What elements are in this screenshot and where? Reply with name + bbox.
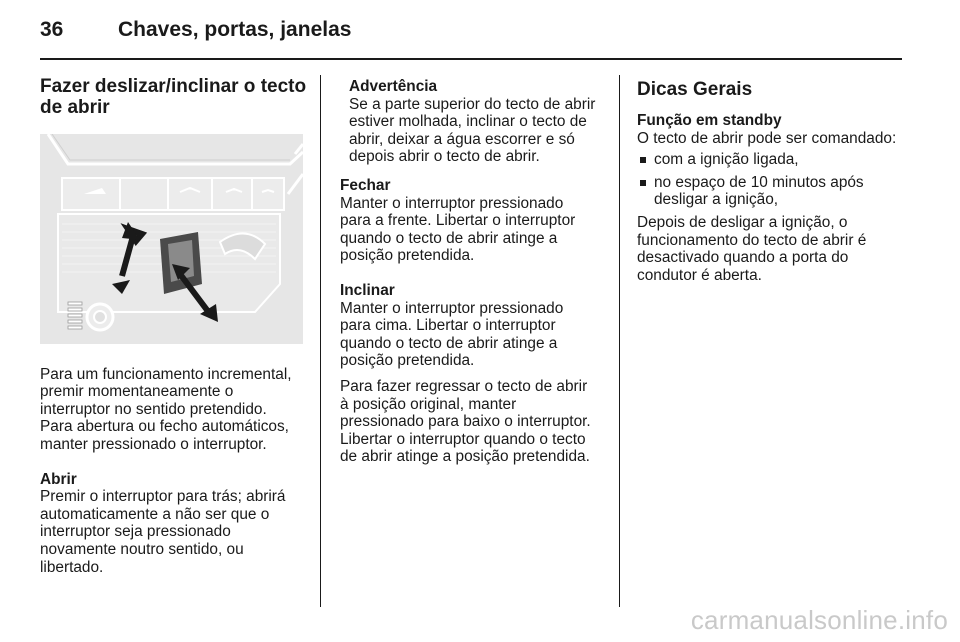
abrir-paragraph: Premir o interruptor para trás; abrirá automaticamente a não ser que o interruptor seja pressionado novamente noutro sentido, ou libertado.	[40, 488, 286, 576]
list-item: no espaço de 10 minutos após desligar a ignição,	[637, 174, 919, 209]
inclinar-paragraph: Manter o interruptor pressionado para cima. Libertar o interruptor quando o tecto de abrir atinge a posição pretendida.	[340, 299, 564, 370]
deactivation-paragraph: Depois de desligar a ignição, o funcionamento do tecto de abrir é desactivado quando a porta do condutor é aberta.	[637, 213, 867, 284]
warning-box	[340, 78, 612, 166]
header-rule	[40, 58, 902, 60]
column-2	[340, 78, 612, 466]
warning-heading: Advertência	[349, 78, 438, 95]
subheading-fechar: Fechar	[340, 176, 391, 194]
sunroof-switch-illustration-icon	[40, 134, 303, 344]
standby-bullet-list	[637, 151, 919, 209]
standby-intro: O tecto de abrir pode ser comandado:	[637, 129, 897, 147]
list-item: com a ignição ligada,	[637, 151, 919, 169]
column-1	[40, 76, 312, 576]
incremental-paragraph: Para um funcionamento incremental, premir momentaneamente o interruptor no sentido pretendido. Para abertura ou fecho automáticos, manter pressionado o interruptor.	[40, 365, 292, 453]
column-divider-1	[320, 75, 321, 607]
column-3	[637, 80, 919, 284]
column-divider-2	[619, 75, 620, 607]
regressar-paragraph: Para fazer regressar o tecto de abrir à posição original, manter pressionado para baixo o interruptor. Libertar o interruptor quando o tecto de abrir atinge a posição pretendida.	[340, 377, 591, 466]
section-heading-dicas-gerais: Dicas Gerais	[637, 79, 753, 100]
subheading-abrir: Abrir	[40, 470, 77, 488]
warning-paragraph: Se a parte superior do tecto de abrir estiver molhada, inclinar o tecto de abrir, deixar a água escorrer e só depois abrir o tecto de abrir.	[349, 95, 596, 166]
site-watermark: carmanualsonline.info	[690, 605, 948, 635]
subheading-inclinar: Inclinar	[340, 281, 395, 299]
page-title: Chaves, portas, janelas	[118, 18, 352, 41]
section-heading-slide-tilt: Fazer deslizar/inclinar o tecto de abrir	[40, 76, 307, 118]
subheading-standby: Função em standby	[637, 112, 782, 129]
page-number: 36	[40, 18, 64, 41]
fechar-paragraph: Manter o interruptor pressionado para a frente. Libertar o interruptor quando o tecto de abrir atinge a posição pretendida.	[340, 194, 576, 265]
